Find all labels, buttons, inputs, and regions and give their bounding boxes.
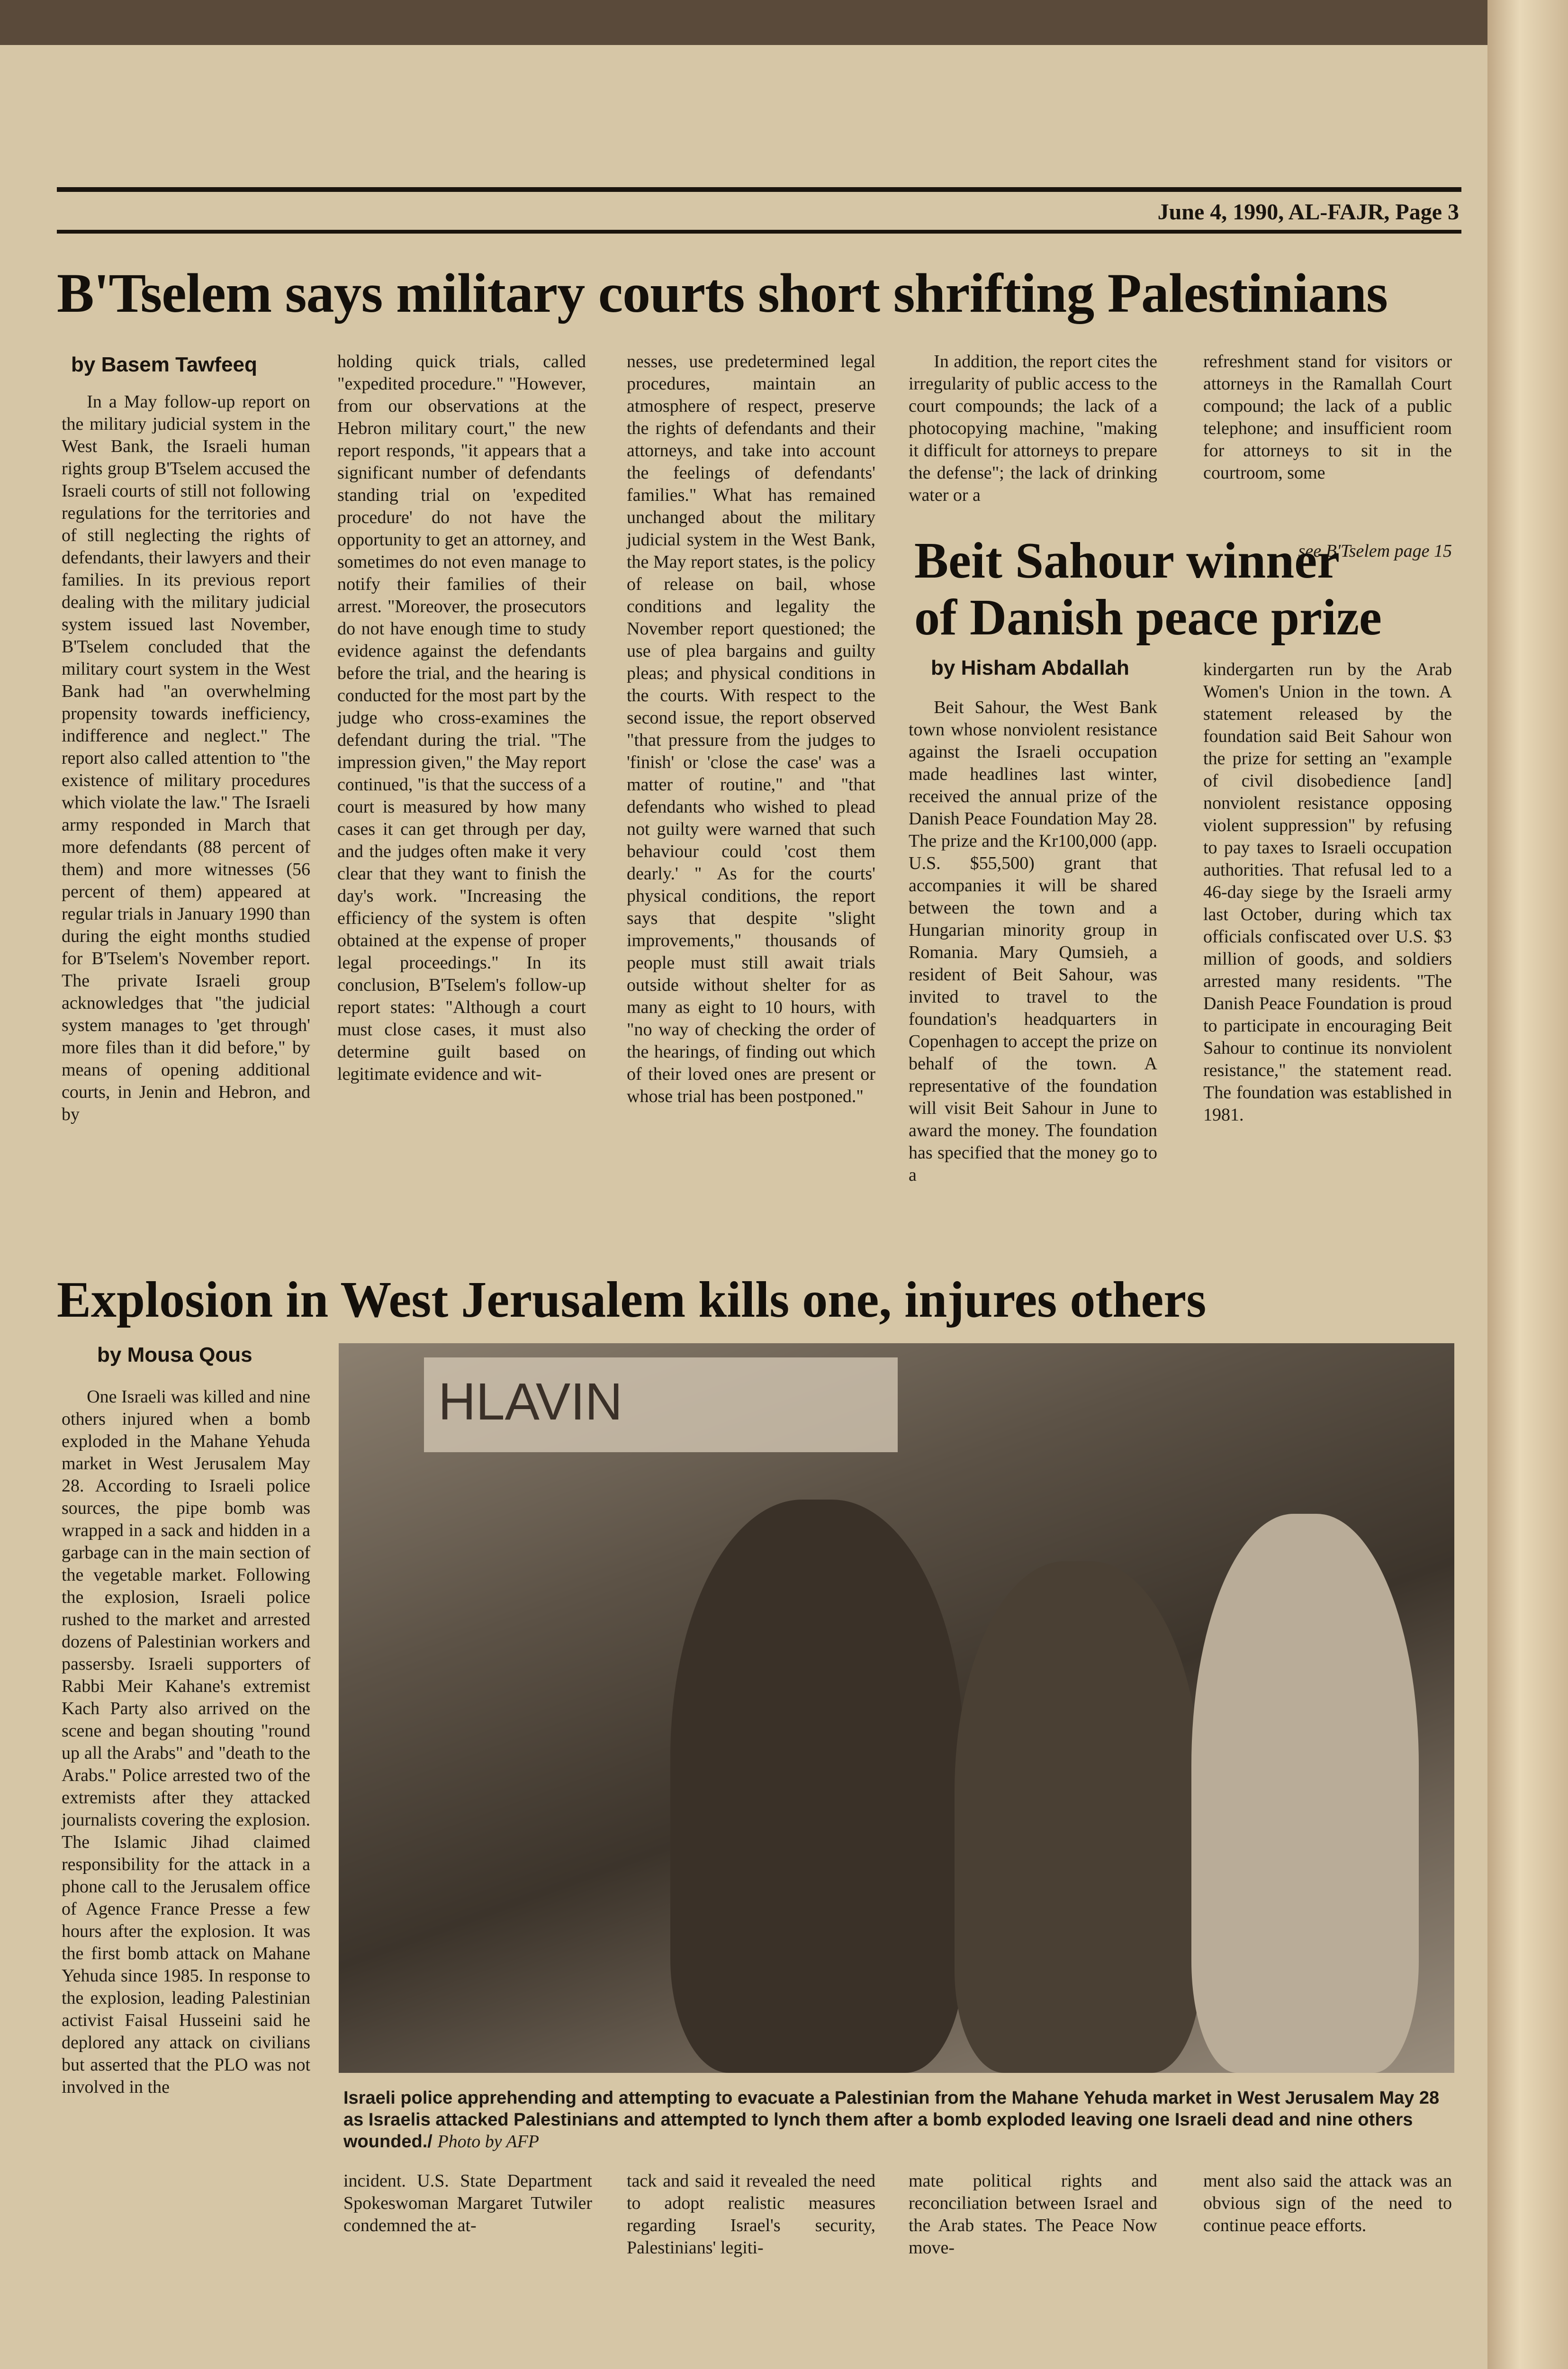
news-photo [339,1343,1454,2073]
explosion-headline: Explosion in West Jerusalem kills one, injures others [57,1272,1207,1328]
explosion-col-4: mate political rights and reconciliation between Israel and the Arab states. The Peace Now move- [909,2171,1157,2258]
header-rule [57,230,1461,234]
explosion-col-5: ment also said the attack was an obvious sign of the need to continue peace efforts. [1203,2171,1452,2235]
market-sign-text: HLAVIN [438,1373,623,1431]
btselem-headline: B'Tselem says military courts short shrifting Palestinians [57,262,1388,324]
photo-caption: Israeli police apprehending and attempting to evacuate a Palestinian from the Mahane Yehuda market in West Jerusalem May 28 as Israelis attacked Palestinians and attempted to lynch them after a bomb exploded leaving one Israeli dead and nine others wounded./ Photo by AFP [343,2088,1440,2152]
explosion-col-3: tack and said it revealed the need to adopt realistic measures regarding Israel's security, Palestinians' legiti- [627,2171,875,2258]
binding-edge [1487,0,1568,2369]
btselem-col-5: refreshment stand for visitors or attorneys in the Ramallah Court compound; the lack of a public telephone; and insufficient room for attorneys to sit in the courtroom, some [1203,352,1452,483]
photo-figure-left [670,1500,964,2073]
beit-byline: by Hisham Abdallah [931,656,1129,679]
beit-headline-line-1: Beit Sahour winner [914,533,1340,589]
photo-credit: Photo by AFP [437,2132,540,2152]
explosion-col-1: One Israeli was killed and nine others injured when a bomb exploded in the Mahane Yehuda market in West Jerusalem May 28. According to Israeli police sources, the pipe bomb was wrapped in a sack and hidden in a garbage can in the main section of the vegetable market. Following the explosion, Israeli police rushed to the market and arrested dozens of Palestinian workers and passersby. Israeli supporters of Rabbi Meir Kahane's extremist Kach Party also arrived on the scene and began shouting "round up all the Arabs" and "death to the Arabs." Police arrested two of the extremists after they attacked journalists covering the explosion. The Islamic Jihad claimed responsibility for the attack in a phone call to the Jerusalem office of Agence France Presse a few hours after the explosion. It was the first bomb attack on Mahane Yehuda since 1985. In response to the explosion, leading Palestinian activist Faisal Husseini said he deplored any attack on civilians but asserted that the PLO was not involved in the [62,1387,310,2097]
beit-col-2: kindergarten run by the Arab Women's Union in the town. A statement released by the foundation said Beit Sahour won the prize for setting an "example of civil disobedience [and] nonviolent resistance opposing violent suppression" by refusing to pay taxes to Israeli occupation authorities. That refusal led to a 46-day siege by the Israeli army last October, during which tax officials confiscated over U.S. $3 million of goods, and soldiers arrested many residents. "The Danish Peace Foundation is proud to participate in encouraging Beit Sahour to continue its nonviolent resistance," the statement read. The foundation was established in 1981. [1203,660,1452,1125]
btselem-col-1: In a May follow-up report on the military judicial system in the West Bank, the Israeli human rights group B'Tselem accused the Israeli courts of still not following regulations for the territories and of still neglecting the rights of defendants, their lawyers and their families. In its previous report dealing with the military judicial system issued last November, B'Tselem concluded that the military court system in the West Bank had "an overwhelming propensity towards inefficiency, indifference and neglect." The report also called attention to "the existence of military procedures which violate the law." The Israeli army responded in March that more defendants (88 percent of them) and more witnesses (56 percent of them) appeared at regular trials in January 1990 than during the eight months studied for B'Tselem's November report. The private Israeli group acknowledges that "the judicial system manages to 'get through' more files than it did before," by means of opening additional courts, in Jenin and Hebron, and by [62,392,310,1124]
top-rule [57,187,1461,192]
photo-figure-center [955,1561,1201,2073]
explosion-col-2: incident. U.S. State Department Spokeswoman Margaret Tutwiler condemned the at- [343,2171,592,2235]
btselem-jump-line: see B'Tselem page 15 [1298,541,1452,561]
photo-figure-right [1191,1514,1419,2073]
explosion-byline: by Mousa Qous [97,1343,252,1366]
beit-headline-line-2: of Danish peace prize [914,589,1382,646]
btselem-col-2: holding quick trials, called "expedited procedure." "However, from our observations at the Hebron military court," the new report responds, "it appears that a significant number of defendants standing trial on 'expedited procedure' do not have the opportunity to get an attorney, and sometimes do not even manage to notify their families of their arrest. "Moreover, the prosecutors do not have enough time to study evidence against the defendants before the trial, and the hearing is conducted for the most part by the judge who cross-examines the defendant during the trial. "The impression given," the May report continued, "is that the success of a court is measured by how many cases it can get through per day, and the judges often make it very clear that they want to finish the day's work. "Increasing the efficiency of the system is often obtained at the expense of proper legal proceedings." In its conclusion, B'Tselem's follow-up report states: "Although a court must close cases, it must also determine guilt based on legitimate evidence and wit- [337,352,586,1084]
btselem-col-3: nesses, use predetermined legal procedures, maintain an atmosphere of respect, preserve the rights of defendants and their attorneys, and take into account the feelings of defendants' families." What has remained unchanged about the military judicial system in the West Bank, the May report states, is the policy of release on bail, whose conditions and legality the November report questioned; the use of plea bargains and guilty pleas; and physical conditions in the courts. With respect to the second issue, the report observed "that pressure from the judges to 'finish' or 'close the case' was a matter of routine," and "that defendants who wished to plead not guilty were warned that such behaviour could 'cost them dearly.' " As for the courts' physical conditions, the report says that despite "slight improvements," thousands of people must still await trials outside without shelter for as many as eight to 10 hours, with "no way of checking the order of the hearings, of finding out which of their loved ones are present or whose trial has been postponed." [627,352,875,1106]
btselem-byline: by Basem Tawfeeq [71,353,257,376]
dateline: June 4, 1990, AL-FAJR, Page 3 [1157,199,1459,225]
btselem-col-4: In addition, the report cites the irregularity of public access to the court compounds; the lack of a photocopying machine, "making it difficult for attorneys to prepare the defense"; the lack of drinking water or a [909,352,1157,505]
beit-col-1: Beit Sahour, the West Bank town whose nonviolent resistance against the Israeli occupation made headlines last winter, received the annual prize of the Danish Peace Foundation May 28. The prize and the Kr100,000 (app. U.S. $55,500) grant that accompanies it will be shared between the town and a Hungarian minority group in Romania. Mary Qumsieh, a resident of Beit Sahour, was invited to travel to the foundation's headquarters in Copenhagen to accept the prize on behalf of the town. A representative of the foundation will visit Beit Sahour in June to award the money. The foundation has specified that the money go to a [909,697,1157,1185]
